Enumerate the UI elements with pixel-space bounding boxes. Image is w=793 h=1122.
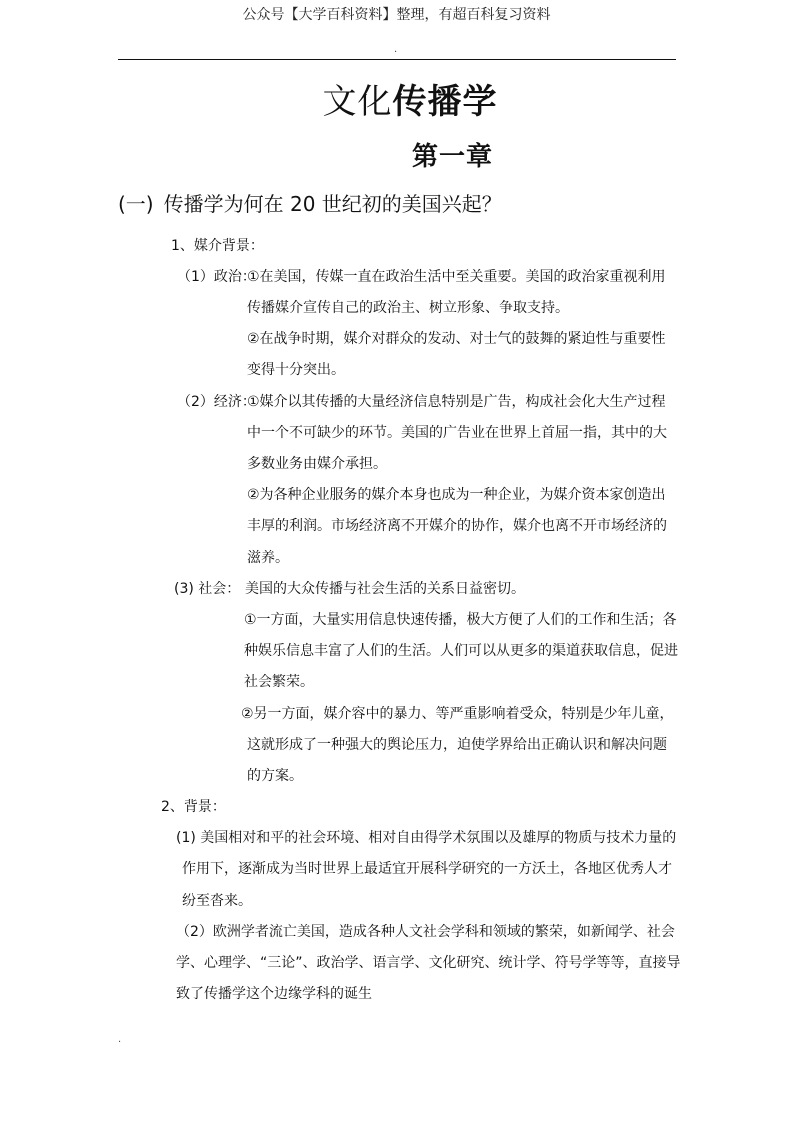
economy-line: 丰厚的利润。市场经济离不开媒介的协作，媒介也离不开市场经济的 xyxy=(247,518,667,534)
question-number: (一) xyxy=(118,192,154,216)
economy-label: （2）经济： xyxy=(177,394,256,410)
background-line: 作用下，逐渐成为当时世界上最适宜开展科学研究的一方沃土，各地区优秀人才 xyxy=(182,861,672,877)
background-line: 学、心理学、“三论”、政治学、语言学、文化研究、统计学、符号学等等，直接导 xyxy=(176,955,681,971)
politics-line: ①在美国，传媒一直在政治生活中至关重要。美国的政治家重视利用 xyxy=(247,269,666,285)
question-heading xyxy=(118,188,502,217)
header-note: 公众号【大学百科资料】整理，有超百科复习资料 xyxy=(242,7,551,23)
politics-line: 传播媒介宣传自己的政治主、树立形象、争取支持。 xyxy=(247,300,569,316)
society-label: (3) 社会： xyxy=(174,581,241,597)
society-line: 的方案。 xyxy=(247,768,303,784)
society-line: 社会繁荣。 xyxy=(244,674,314,690)
section2-heading: 2、背景： xyxy=(161,799,226,815)
header-dot: . xyxy=(394,44,398,55)
footer-dot: . xyxy=(118,1034,122,1045)
background-line: (1) 美国相对和平的社会环境、相对自由得学术氛围以及雄厚的物质与技术力量的 xyxy=(176,830,677,846)
economy-line: 多数业务由媒介承担。 xyxy=(247,456,387,472)
economy-line: 滋养。 xyxy=(247,550,289,566)
politics-line: 变得十分突出。 xyxy=(247,362,345,378)
background-line: 致了传播学这个边缘学科的诞生 xyxy=(176,986,372,1002)
background-line: 纷至沓来。 xyxy=(182,893,252,909)
header-rule xyxy=(118,59,676,60)
politics-label: （1）政治： xyxy=(177,269,256,285)
background-line: （2）欧洲学者流亡美国，造成各种人文社会学科和领域的繁荣，如新闻学、社会 xyxy=(176,924,675,940)
section1-heading: 1、媒介背景： xyxy=(171,238,264,254)
society-line: ②另一方面，媒介容中的暴力、等严重影响着受众，特别是少年儿童， xyxy=(241,706,674,722)
economy-line: 中一个不可缺少的环节。美国的广告业在世界上首屈一指，其中的大 xyxy=(247,425,667,441)
title-part-2: 传播学 xyxy=(392,82,498,122)
chapter-heading: 第一章 xyxy=(411,142,493,172)
document-title xyxy=(0,74,793,123)
society-line: 这就形成了一种强大的舆论压力，迫使学界给出正确认识和解决问题 xyxy=(247,737,667,753)
economy-line: ②为各种企业服务的媒介本身也成为一种企业，为媒介资本家创造出 xyxy=(247,487,666,503)
politics-line: ②在战争时期，媒介对群众的发动、对士气的鼓舞的紧迫性与重要性 xyxy=(247,331,666,347)
economy-line: ①媒介以其传播的大量经济信息特别是广告，构成社会化大生产过程 xyxy=(247,394,666,410)
title-part-1: 文化 xyxy=(322,82,393,122)
question-text: 传播学为何在 20 世纪初的美国兴起？ xyxy=(163,192,502,216)
society-line: 种娱乐信息丰富了人们的生活。人们可以从更多的渠道获取信息，促进 xyxy=(244,643,678,659)
society-line: ①一方面，大量实用信息快速传播，极大方便了人们的工作和生活；各 xyxy=(244,612,677,628)
society-intro: 美国的大众传播与社会生活的关系日益密切。 xyxy=(245,581,525,597)
